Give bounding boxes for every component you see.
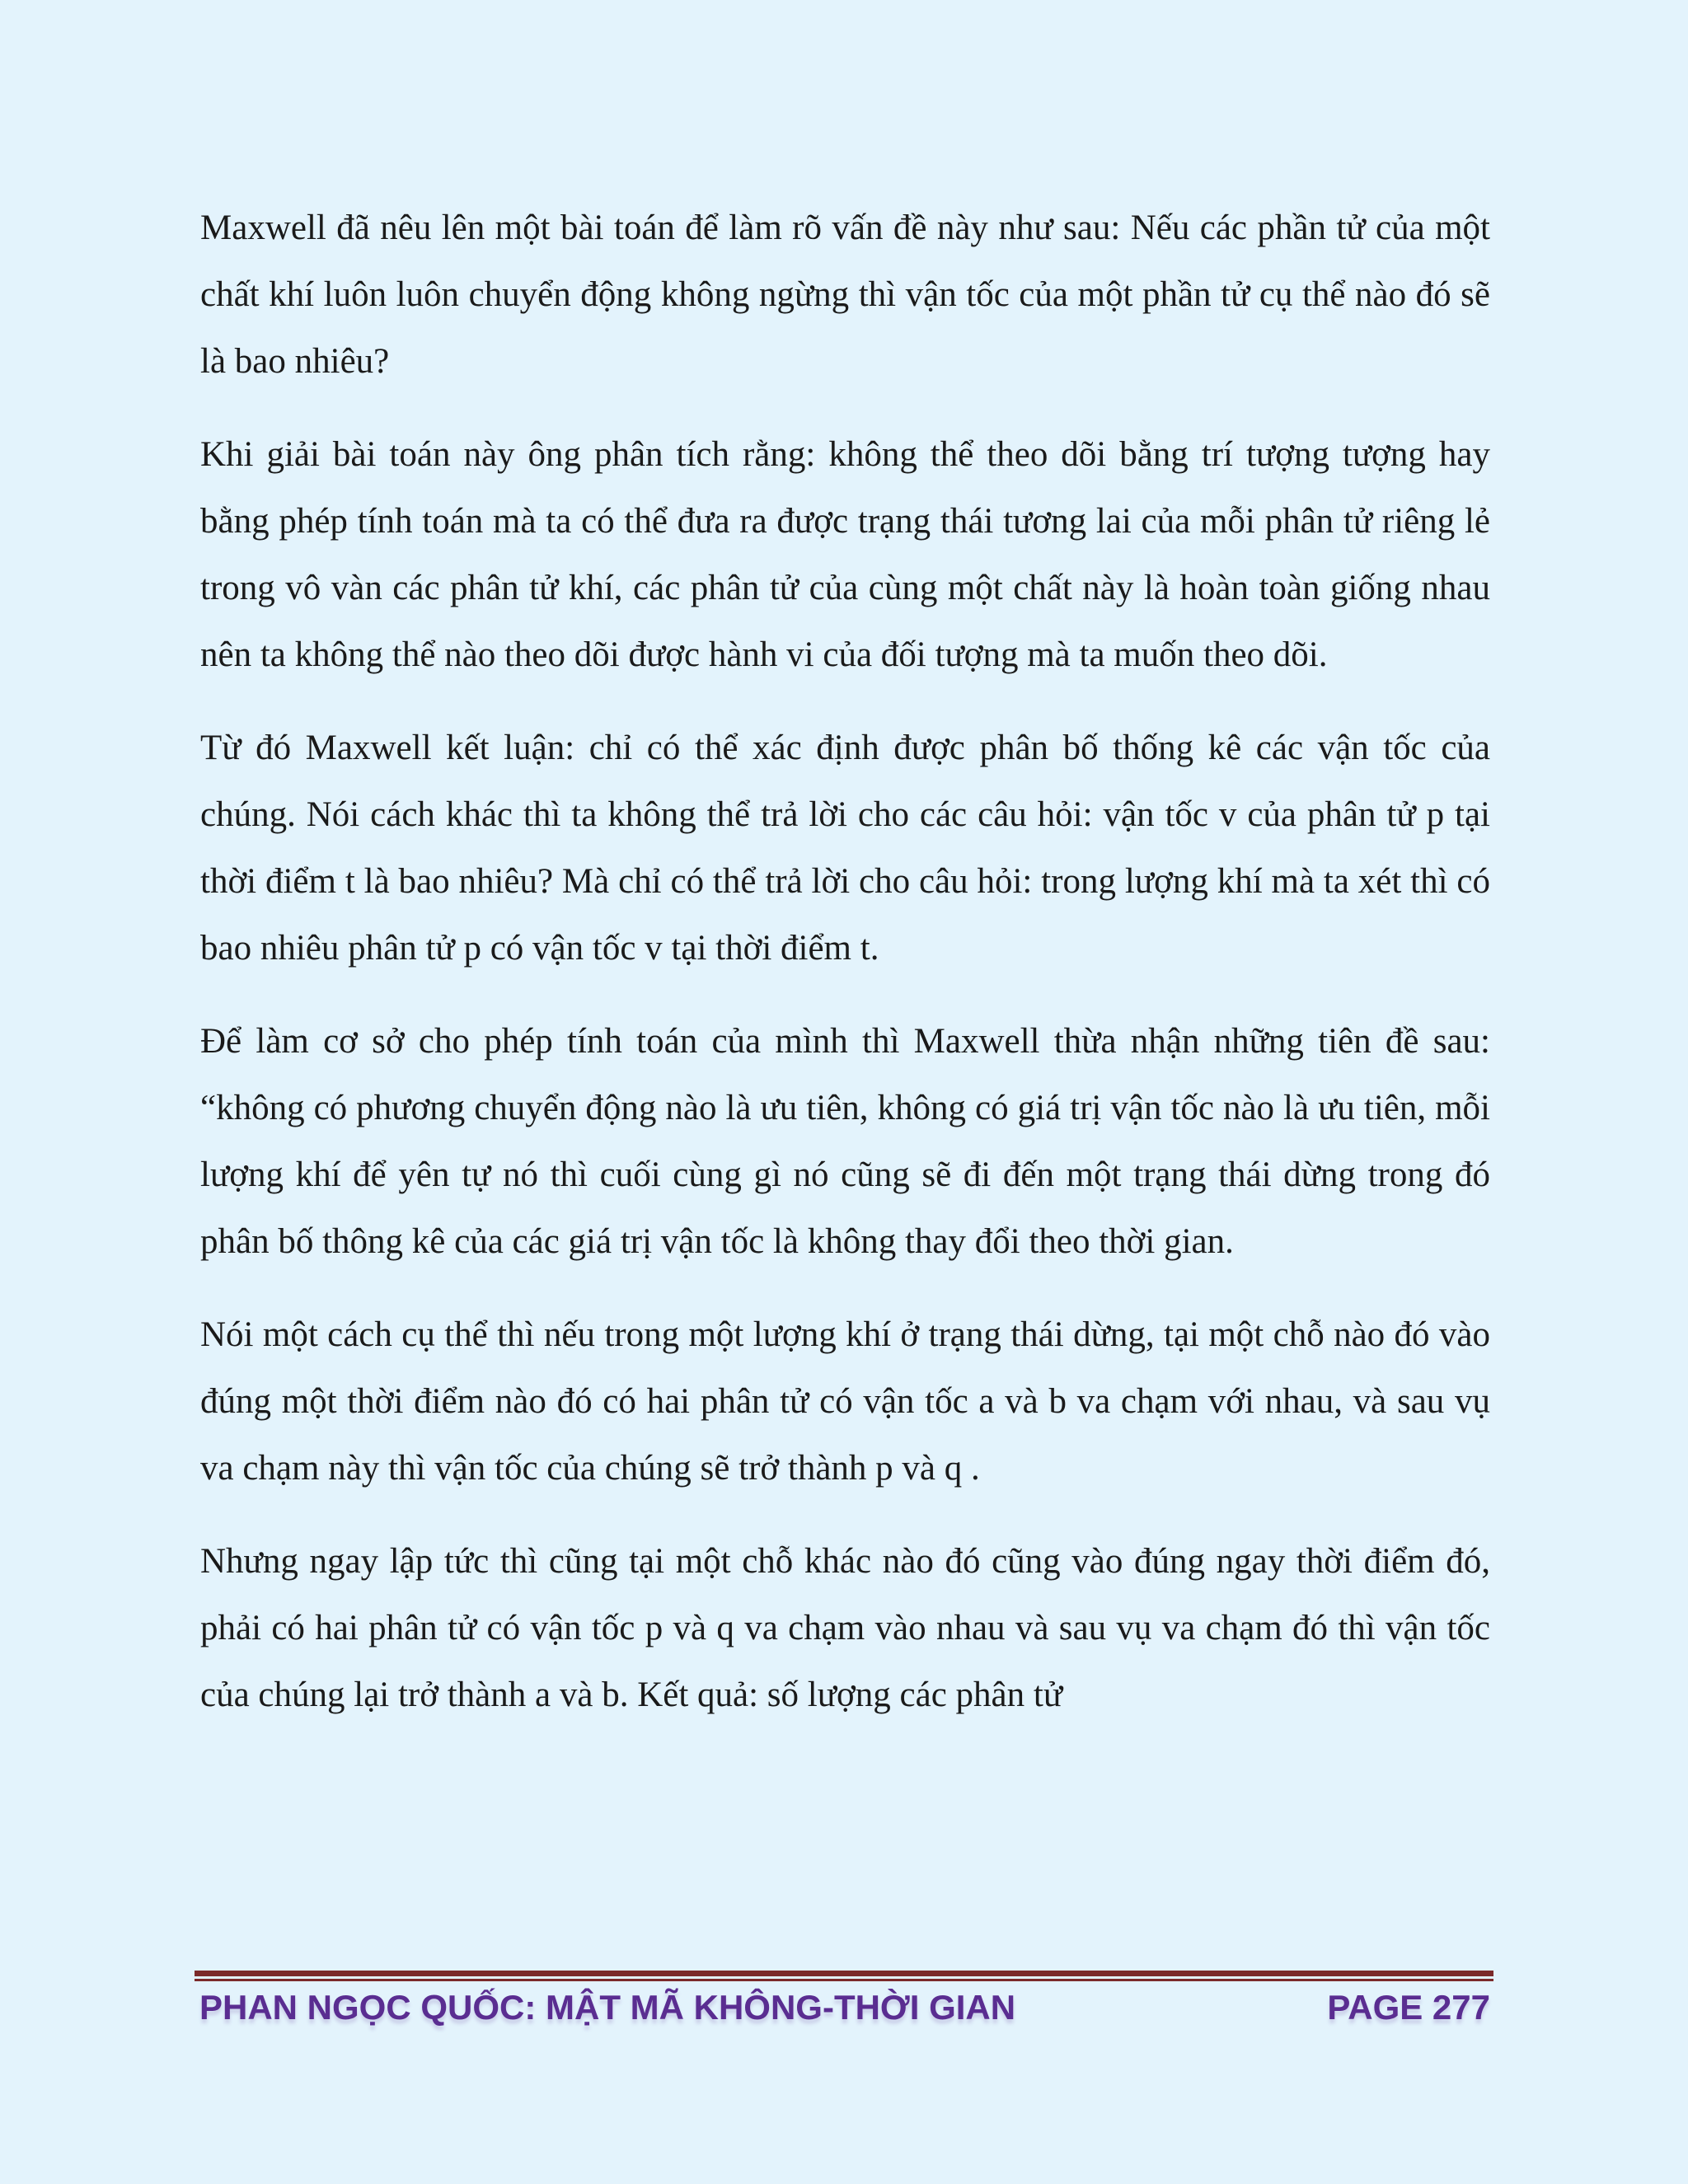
page-footer: [199, 1988, 1490, 2037]
paragraph: Nhưng ngay lập tức thì cũng tại một chỗ khác nào đó cũng vào đúng ngay thời điểm đó, phải có hai phân tử có vận tốc p và q va chạm vào nhau và sau vụ va chạm đó thì vận tốc của chúng lại trở thành a và b. Kết quả: số lượng các phân tử: [200, 1542, 1490, 1714]
footer-divider-thin-line: [195, 1979, 1493, 1981]
paragraph: Từ đó Maxwell kết luận: chỉ có thể xác định được phân bố thống kê các vận tốc của chúng. Nói cách khác thì ta không thể trả lời cho các câu hỏi: vận tốc v của phân tử p tại thời điểm t là bao nhiêu? Mà chỉ có thể trả lời cho câu hỏi: trong lượng khí mà ta xét thì có bao nhiêu phân tử p có vận tốc v tại thời điểm t.: [200, 729, 1490, 968]
body-text: [200, 194, 1490, 1755]
footer-divider: [195, 1971, 1493, 1981]
footer-book-title: PHAN NGỌC QUỐC: MẬT MÃ KHÔNG-THỜI GIAN: [199, 1988, 1016, 2027]
paragraph: Khi giải bài toán này ông phân tích rằng: không thể theo dõi bằng trí tượng tượng hay bằng phép tính toán mà ta có thể đưa ra được trạng thái tương lai của mỗi phân tử riêng lẻ trong vô vàn các phân tử khí, các phân tử của cùng một chất này là hoàn toàn giống nhau nên ta không thể nào theo dõi được hành vi của đối tượng mà ta muốn theo dõi.: [200, 435, 1490, 674]
paragraph: Nói một cách cụ thể thì nếu trong một lượng khí ở trạng thái dừng, tại một chỗ nào đó vào đúng một thời điểm nào đó có hai phân tử có vận tốc a và b va chạm với nhau, và sau vụ va chạm này thì vận tốc của chúng sẽ trở thành p và q .: [200, 1315, 1490, 1488]
paragraph: Maxwell đã nêu lên một bài toán để làm rõ vấn đề này như sau: Nếu các phần tử của một chất khí luôn luôn chuyển động không ngừng thì vận tốc của một phần tử cụ thể nào đó sẽ là bao nhiêu?: [200, 209, 1490, 381]
paragraph: Để làm cơ sở cho phép tính toán của mình thì Maxwell thừa nhận những tiên đề sau: “không có phương chuyển động nào là ưu tiên, không có giá trị vận tốc nào là ưu tiên, mỗi lượng khí để yên tự nó thì cuối cùng gì nó cũng sẽ đi đến một trạng thái dừng trong đó phân bố thông kê của các giá trị vận tốc là không thay đổi theo thời gian.: [200, 1022, 1490, 1261]
footer-page-number: PAGE 277: [1327, 1988, 1490, 2027]
footer-divider-thick-line: [195, 1971, 1493, 1976]
